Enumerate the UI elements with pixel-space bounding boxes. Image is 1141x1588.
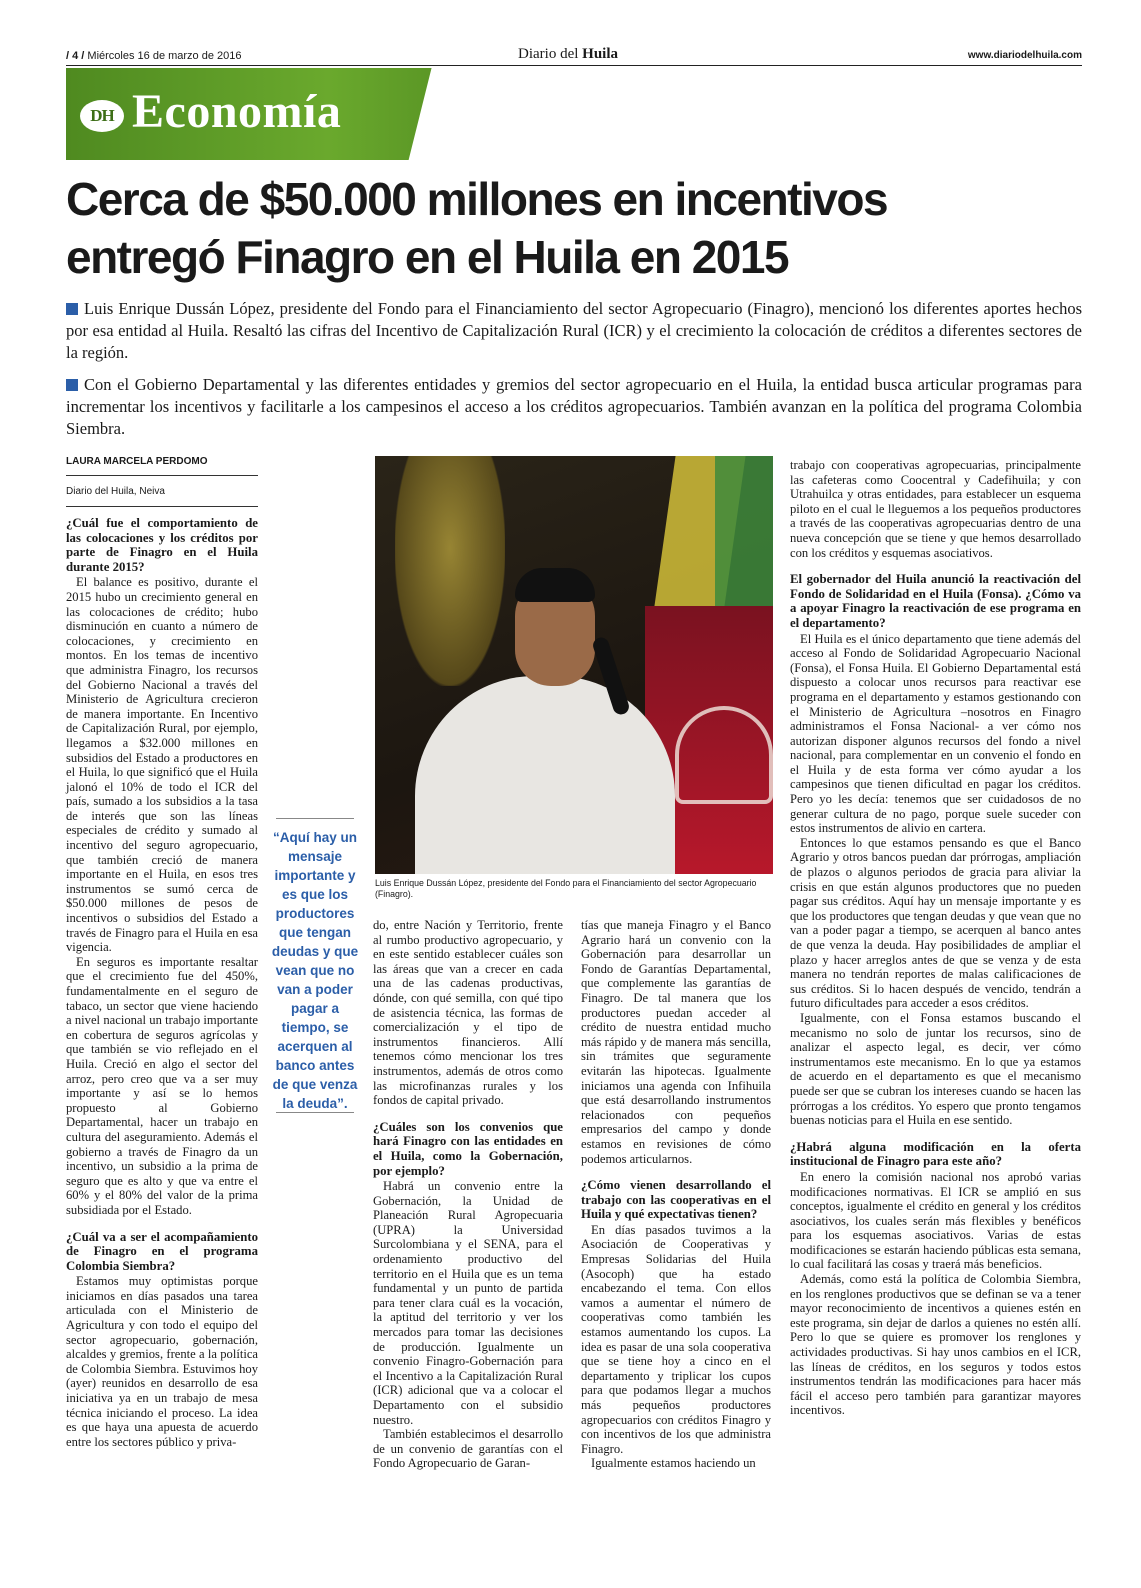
pullquote-rule [276,1112,354,1113]
answer-paragraph: Igualmente estamos haciendo un [591,1456,756,1471]
answer-paragraph: El balance es positivo, durante el 2015 hubo un crecimiento general en las colocaciones de crédito; hubo disminución en cuanto a número de colocaciones, y crecimiento en montos. En los temas de incentivo que administra Finagro, los recursos del Gobierno Nacional a través del Ministerio de Agricultura crecieron de manera importante. En Incentivo de Capitalización Rural, por ejemplo, llegamos a $32.000 millones en subsidios del Estado a productores en el Huila, lo que significó que el Huila jalonó el 10% de todo el ICR del país, sumado a los subsidios a la tasa de interés que son las líneas especiales de crédito y sumado al incentivo del seguro agropecuario, que también creció de manera importante en el Huila, en esos tres instrumentos se sumó cerca de $50.000 millones de pesos de incentivos o subsidios del Estado a través de Finagro para el Huila en esa vigencia. [66,575,258,955]
article-column-4 [790,458,1081,1418]
website-link[interactable]: www.diariodelhuila.com [967,50,1082,61]
lead-text-2: Con el Gobierno Departamental y las diferentes entidades y gremios del sector agropecuario en el Huila, la entidad busca articular programas para incrementar los incentivos y facilitarle a los campesinos el acceso a los créditos agropecuarios. También avanzan en la política del programa Colombia Siembra. [66,375,1082,438]
article-column-2 [373,918,563,1471]
page-header [66,46,1082,66]
section-bar [66,68,440,160]
answer-paragraph: trabajo con cooperativas agropecuarias, principalmente las cafeteras como Coocentral y Cadefihuila; y con Utrahuilca y otras entidades, para establecer un esquema piloto en el cual le lleguemos a los pequeños productores a través de las cooperativas agropecuarias dentro de una nueva concepción que se tiene y que hemos desarrollado con los créditos y esquemas asociativos. [790,458,1081,560]
question-heading: ¿Cuál fue el comportamiento de las colocaciones y los créditos por parte de Finagro en el Huila durante 2015? [66,516,258,574]
bullet-square-icon [66,303,78,315]
headline-line-1: Cerca de $50.000 millones en incentivos [66,173,888,225]
pullquote: “Aquí hay un mensaje importante y es que los productores que tengan deudas y que vean que no van a poder pagar a tiempo, se acerquen al banco antes de que venza la deuda”. [271,830,359,1111]
article-column-3 [581,918,771,1471]
photo-flag [715,456,773,606]
page-number: / 4 / [66,50,85,62]
photo-speaker-hair [515,568,595,602]
question-heading: El gobernador del Huila anunció la reactivación del Fondo de Solidaridad en el Huila (Fonsa). ¿Cómo va a apoyar Finagro la reactivación de ese programa en el departamento? [790,572,1081,630]
answer-paragraph: Igualmente, con el Fonsa estamos buscando el mecanismo no solo de juntar los recursos, sino de analizar el aspecto legal, es decir, ver cómo instrumentamos este mecanismo. En lo que ya estamos de acuerdo en el departamento es que el mecanismo puede ser que se cubran los intereses cuando se hacen las prórrogas a los créditos. Yo espero que pronto tengamos buenas noticias para el Huila en ese sentido. [790,1010,1081,1128]
answer-paragraph: En días pasados tuvimos a la Asociación de Cooperativas y Empresas Solidarias del Huila (Asocoph) que ha estado encabezando el tema. Con ellos vamos a aumentar el número de cooperativas como también les estamos aumentando los cupos. La idea es pasar de una sola cooperativa que se tiene hoy a cinco en el departamento y triplicar los cupos para que podamos llegar a muchos más pequeños productores agropecuarios con créditos Finagro y con incentivos de los que administra Finagro. [581,1222,771,1456]
question-heading: ¿Cómo vienen desarrollando el trabajo con las cooperativas en el Huila y qué expectativas tienen? [581,1178,771,1222]
byline-rule [66,475,258,476]
page-info [66,50,242,62]
byline-author: LAURA MARCELA PERDOMO [66,456,208,467]
question-heading: ¿Cuáles son los convenios que hará Finagro con las entidades en el Huila, como la Gobernación, por ejemplo? [373,1119,563,1178]
question-heading: ¿Cuál va a ser el acompañamiento de Finagro en el programa Colombia Siembra? [66,1229,258,1273]
photo-banner-logo [675,706,773,804]
section-title: Economía [132,85,342,138]
photo-speaker-body [415,676,675,874]
question-heading: ¿Habrá alguna modificación en la oferta institucional de Finagro para este año? [790,1139,1081,1169]
masthead-prefix: Diario del [518,46,583,62]
article-column-1 [66,516,258,1449]
lead-text-1: Luis Enrique Dussán López, presidente del Fondo para el Financiamiento del sector Agropecuario (Finagro), mencionó los diferentes aportes hechos por esa entidad al Huila. Resaltó las cifras del Incentivo de Capitalización Rural (ICR) y el crecimiento la colocación de créditos a diferentes sectores de la región. [66,299,1082,362]
answer-paragraph: tías que maneja Finagro y el Banco Agrario hará un convenio con la Gobernación para desarrollar un Fondo de Garantías Departamental, que complemente las garantías de Finagro. De tal manera que los productores puedan acceder al crédito de nuestra entidad mucho más rápido y de manera más sencilla, sin trámites que seguramente evitarán las hipotecas. Igualmente iniciamos una agenda con Infihuila que está desarrollando instrumentos relacionados con pequeños empresarios del campo y donde estamos en revisiones de cómo podemos articularnos. [581,918,771,1166]
byline-rule [66,506,258,507]
pullquote-rule [276,818,354,819]
byline-dateline: Diario del Huila, Neiva [66,486,165,497]
answer-paragraph: En seguros es importante resaltar que el crecimiento fue del 450%, fundamentalmente en el seguro de tabaco, un sector que viene haciendo a nivel nacional un trabajo importante en cobertura de seguros agrícolas y que también se vio reflejado en el Huila. Creció en algo el sector del arroz, pero creo que va a ser muy importante y así se lo hemos propuesto al Gobierno Departamental, hacer un trabajo en cultura del aseguramiento. Además el gobierno a través de Finagro da un incentivo, un subsidio a la prima de seguro que es alto y que va entre el 60% y el 80% del valor de la prima subsidiada por el Estado. [66,954,258,1217]
answer-paragraph: Entonces lo que estamos pensando es que el Banco Agrario y otros bancos puedan dar prórrogas, ampliación de plazos o algunos periodos de gracia para aliviar la crisis en que están algunos productores que no pueden pagar sus créditos. Aquí hay un mensaje importante y es que los productores que tengan deudas y que vean que no van a poder pagar a tiempo, se acerquen al banco antes de que venza la deuda. Hay posibilidades de ampliar el plazo y hacer arreglos antes de que se venza y de esta manera no tendrán reportes de malas calificaciones de sus créditos. Si lo hacen después de vencido, tendrán a futuro dificultades para acceder a esos créditos. [790,835,1081,1011]
header-rule [66,65,1082,66]
answer-paragraph: El Huila es el único departamento que tiene además del acceso al Fondo de Solidaridad Agropecuario Nacional (Fonsa), el Fonsa Huila. El Gobierno Departamental está dispuesto a colocar unos recursos para reactivar ese programa en el departamento y estamos gestionando con el Ministerio de Agricultura –nosotros en Finagro administramos el Fonsa Nacional- a ver cómo nos autorizan disponer algunos recursos del fondo a nivel nacional, para complementar en un convenio el fondo en el Huila y de esta forma ver cómo ayudar a los campesinos que tienen dificultad en pagar los créditos. Pero yo les decía: tenemos que ser cuidadosos de no generar cultura de no pago, porque suele suceder con estos instrumentos de alivio en cartera. [790,631,1081,836]
article-photo [375,456,773,874]
answer-paragraph: En enero la comisión nacional nos aprobó varias modificaciones normativas. El ICR se amplió en sus conceptos, igualmente el crédito en general y los créditos asociativos, los cuales serán más flexibles y benéficos para los esquemas asociativos. Varias de estas modificaciones se estarán haciendo públicas esta semana, lo cual facilitará las cosas y traerá más beneficios. [790,1169,1081,1272]
photo-caption: Luis Enrique Dussán López, presidente del Fondo para el Financiamiento del sector Agropecuario (Finagro). [375,878,757,899]
bullet-square-icon [66,379,78,391]
headline [66,170,1086,286]
lead-paragraph-2 [66,374,1082,440]
answer-paragraph: Estamos muy optimistas porque iniciamos en días pasados una tarea articulada con el Ministerio de Agricultura y con todo el equipo del sector agropecuario, gobernación, alcaldes y gremios, frente a la política de Colombia Siembra. Estuvimos hoy (ayer) reunidos en desarrollo de esa iniciativa ya en un trabajo de mesa técnica iniciando el proceso. La idea es que haya una apuesta de acuerdo entre los sectores público y priva- [66,1274,258,1449]
photo-foliage [395,456,505,686]
dh-logo: DH [80,100,124,132]
section-bar-cut [406,68,440,160]
answer-paragraph: do, entre Nación y Territorio, frente al rumbo productivo agropecuario, y en este sentido establecer cuáles son las áreas que van a crecer en cada una de las cadenas productivas, dónde, con qué semilla, con qué tipo de asistencia técnica, las formas de comercialización y el tipo de instrumentos financieros. Allí tenemos cómo mencionar los tres instrumentos, además de otros como las microfinanzas rurales y los fondos de capital privado. [373,918,563,1108]
issue-date: Miércoles 16 de marzo de 2016 [87,50,242,62]
answer-paragraph: Habrá un convenio entre la Gobernación, la Unidad de Planeación Rural Agropecuaria (UPRA) la Universidad Surcolombiana y el SENA, para el ordenamiento productivo del territorio en el Huila que es un tema fundamental y un punto de partida para tener clara cuál es la vocación, la aptitud del territorio y ver los mercados para tomar las decisiones de producción. Igualmente un convenio Finagro-Gobernación para el Incentivo a la Capitalización Rural (ICR) adicional que va a colocar el Departamento con el subsidio nuestro. [373,1179,563,1427]
masthead [518,46,618,63]
answer-paragraph: Además, como está la política de Colombia Siembra, en los renglones productivos que se definan se va a tener mayor reconocimiento de incentivos a quienes estén en este programa, sin dejar de darlos a quienes no estén allí. Pero lo que se quiere es promover los renglones y actividades productivas. Si hay unos cambios en el ICR, las líneas de créditos, en los seguros y todos estos instrumentos tendrán las modificaciones para hacer más fácil el acceso pero también para garantizar mayores incentivos. [790,1272,1081,1418]
answer-paragraph: También establecimos el desarrollo de un convenio de garantías con el Fondo Agropecuario de Garan- [373,1427,563,1471]
headline-line-2: entregó Finagro en el Huila en 2015 [66,231,789,283]
lead-paragraph-1 [66,298,1082,364]
masthead-name: Huila [582,46,619,62]
